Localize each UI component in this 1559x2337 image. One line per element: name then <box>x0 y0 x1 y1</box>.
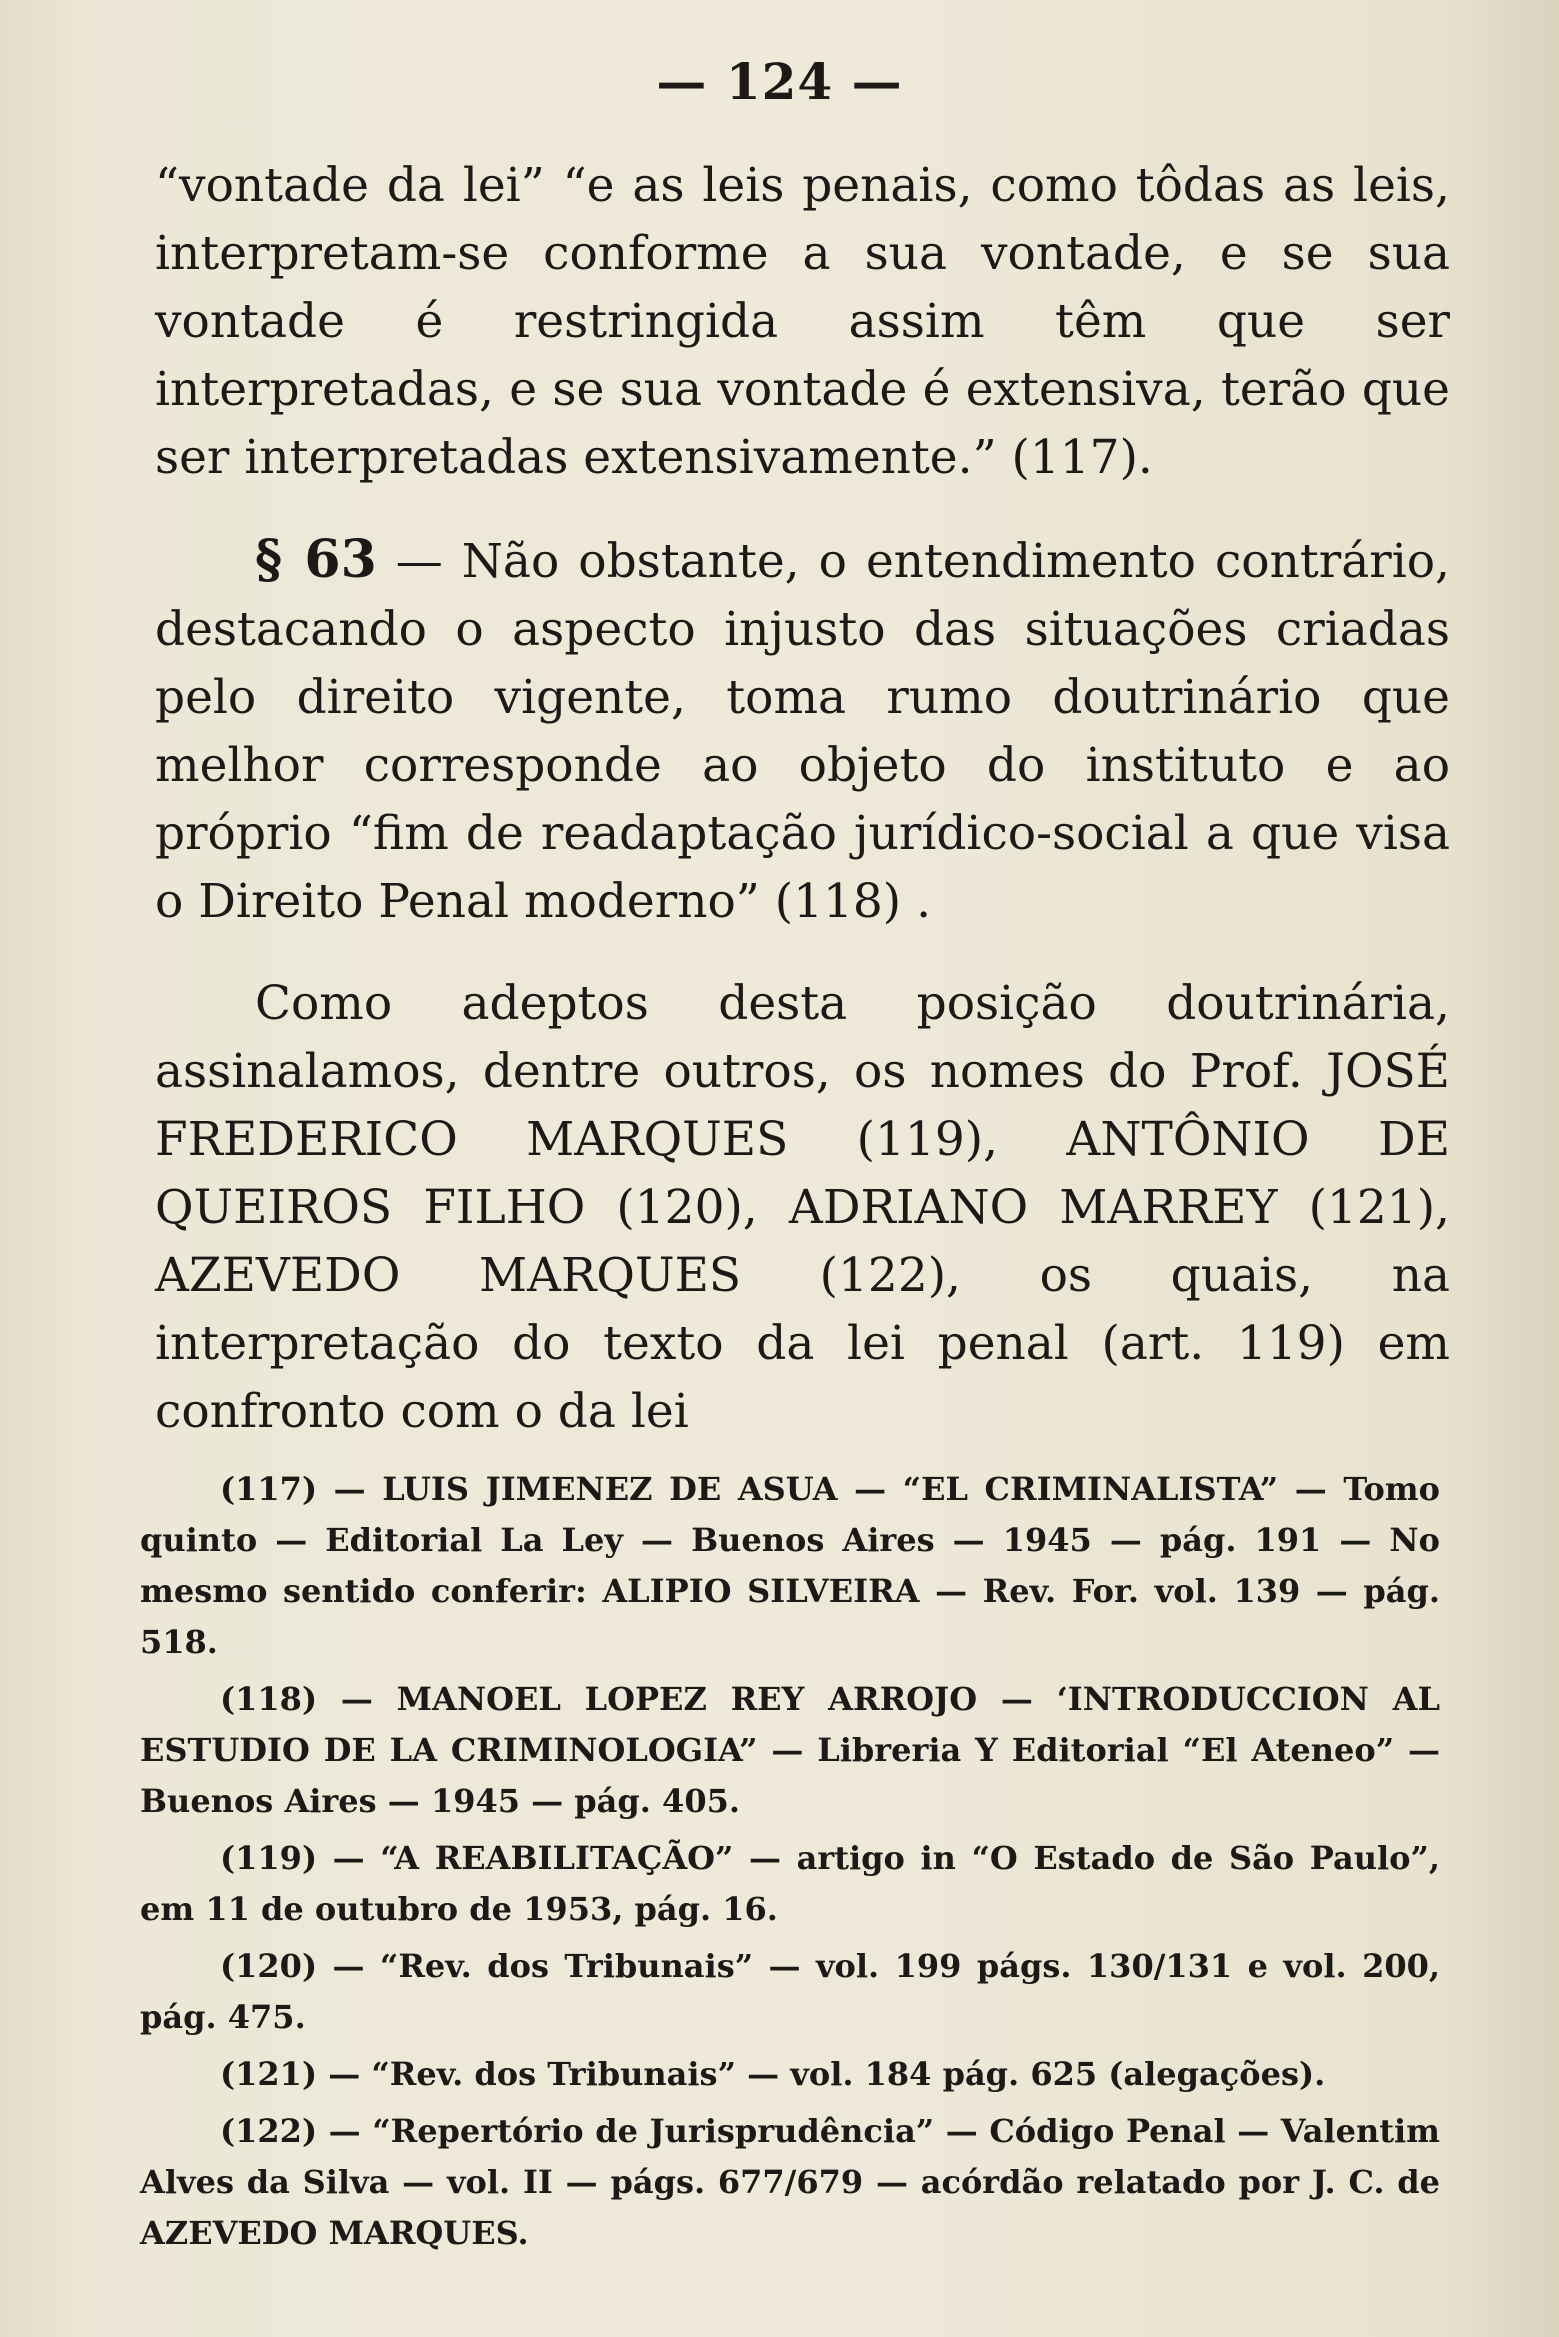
footnote-118: (118) — MANOEL LOPEZ REY ARROJO — ‘INTRODUCCION AL ESTUDIO DE LA CRIMINOLOGIA” — Libreria Y Editorial “El Ateneo” — Buenos Aires — 1945 — pág. 405. <box>140 1680 1440 1820</box>
paragraph-2-text: — Não obstante, o entendimento contrário, destacando o aspecto injusto das situações criadas pelo direito vigente, toma rumo doutrinário que melhor corresponde ao objeto do instituto e ao próprio “fim de readaptação jurídico-social a que visa o Direito Penal moderno” (118) . <box>155 534 1450 929</box>
section-mark: § 63 <box>255 529 377 590</box>
footnote-120: (120) — “Rev. dos Tribunais” — vol. 199 págs. 130/131 e vol. 200, pág. 475. <box>140 1947 1440 2036</box>
footnote-117: (117) — LUIS JIMENEZ DE ASUA — “EL CRIMINALISTA” — Tomo quinto — Editorial La Ley — Buenos Aires — 1945 — pág. 191 — No mesmo sentido conferir: ALIPIO SILVEIRA — Rev. For. vol. 139 — pág. 518. <box>140 1470 1440 1661</box>
footnotes <box>140 1464 1440 2265</box>
paragraph-gap <box>155 492 1450 526</box>
footnote-119: (119) — “A REABILITAÇÃO” — artigo in “O Estado de São Paulo”, em 11 de outubro de 1953, pág. 16. <box>140 1839 1440 1928</box>
footnote-121: (121) — “Rev. dos Tribunais” — vol. 184 pág. 625 (alegações). <box>220 2055 1326 2093</box>
paragraph-2 <box>155 526 1450 936</box>
page-number: — 124 — <box>656 52 903 111</box>
footnote-122: (122) — “Repertório de Jurisprudência” — Código Penal — Valentim Alves da Silva — vol. II — págs. 677/679 — acórdão relatado por J. C. de AZEVEDO MARQUES. <box>140 2112 1440 2252</box>
paragraph-3: Como adeptos desta posição doutrinária, assinalamos, dentre outros, os nomes do Prof. JOSÉ FREDERICO MARQUES (119), ANTÔNIO DE QUEIROS FILHO (120), ADRIANO MARREY (121), AZEVEDO MARQUES (122), os quais, na interpretação do texto da lei penal (art. 119) em confronto com o da lei <box>155 976 1450 1439</box>
paragraph-gap <box>155 936 1450 970</box>
paragraph-1: “vontade da lei” “e as leis penais, como tôdas as leis, interpretam-se conforme a sua vontade, e se sua vontade é restringida assim têm que ser interpretadas, e se sua vontade é extensiva, terão que ser interpretadas extensivamente.” (117). <box>155 158 1450 485</box>
body-text <box>155 152 1450 1446</box>
